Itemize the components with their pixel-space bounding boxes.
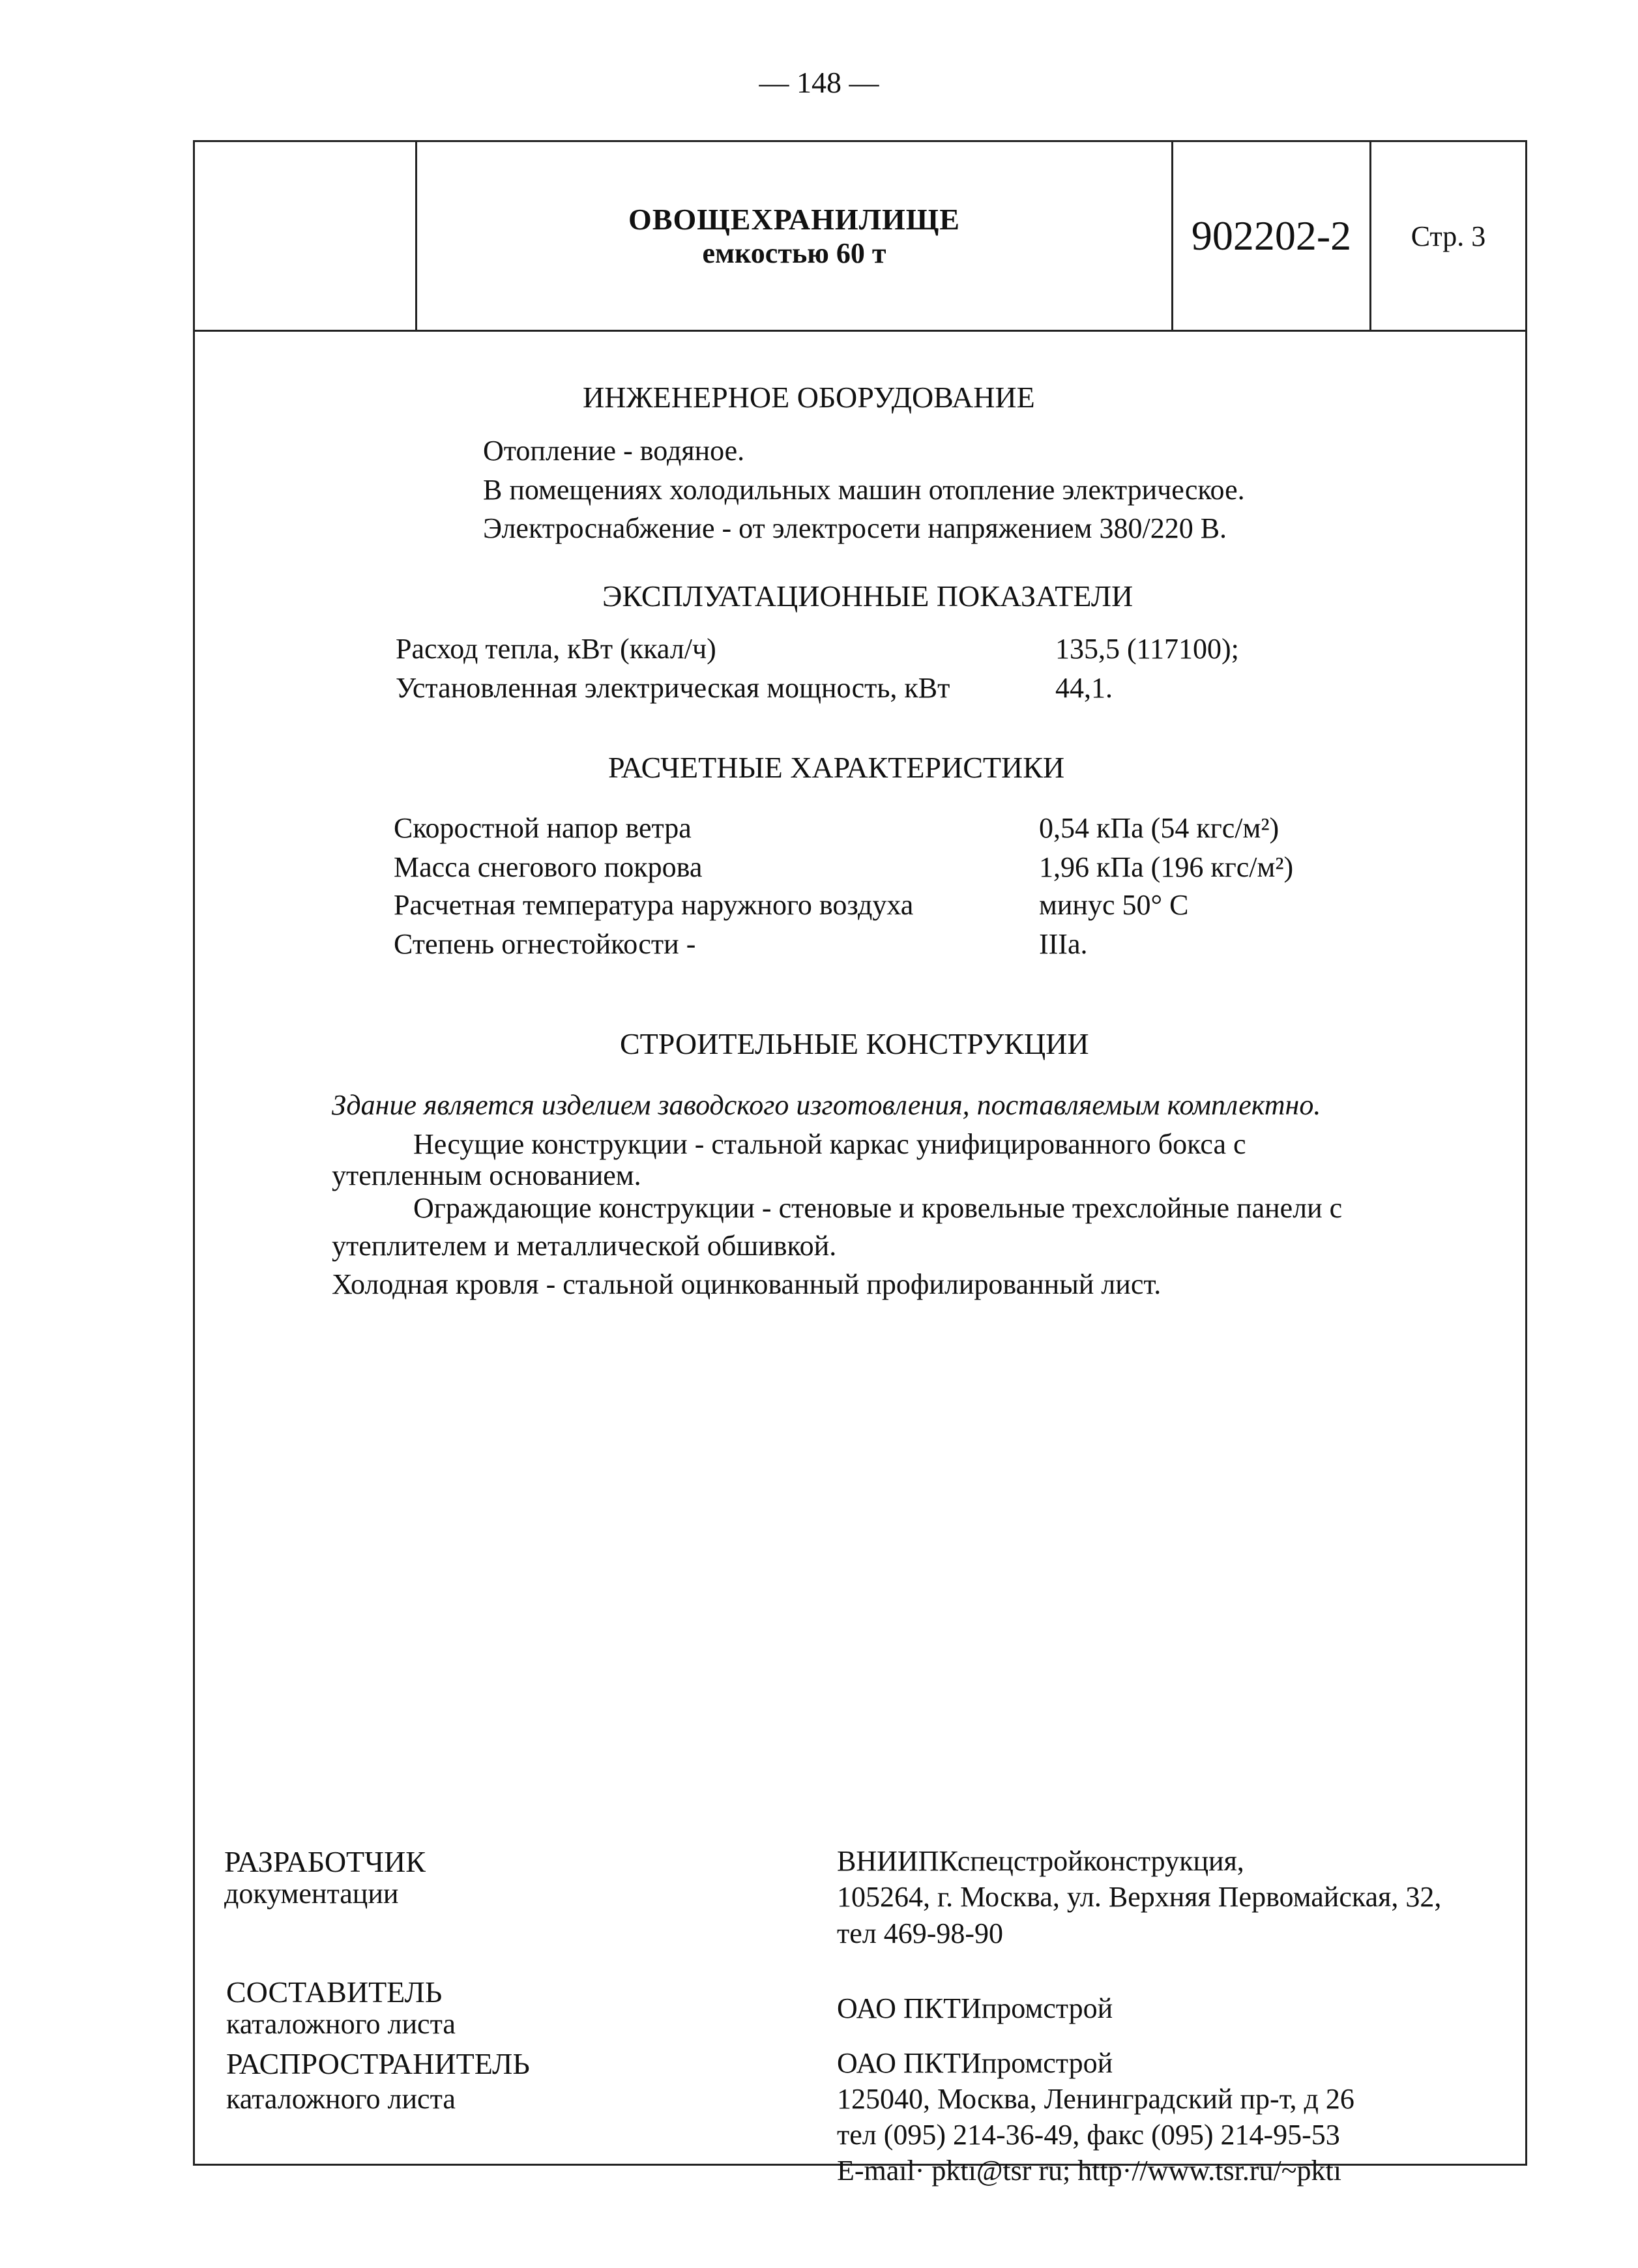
title-block bbox=[195, 142, 1525, 332]
document-title: ОВОЩЕХРАНИЛИЩЕ bbox=[628, 203, 960, 236]
developer-title: РАЗРАБОТЧИК bbox=[224, 1845, 426, 1878]
section-heading-construction: СТРОИТЕЛЬНЫЕ КОНСТРУКЦИИ bbox=[620, 1027, 1089, 1060]
distributor-line-2: 125040, Москва, Ленинградский пр-т, д 26 bbox=[837, 2083, 1354, 2115]
construction-line-1: Здание является изделием заводского изготовления, поставляемым комплектно. bbox=[332, 1089, 1321, 1121]
document-subtitle: емкостью 60 т bbox=[702, 237, 886, 269]
compiler-title: СОСТАВИТЕЛЬ bbox=[226, 1975, 443, 2009]
engineering-line-2: В помещениях холодильных машин отопление электрическое. bbox=[483, 474, 1245, 506]
distributor-line-3: тел (095) 214-36-49, факс (095) 214-95-53 bbox=[837, 2119, 1340, 2151]
design-row-2-value: 1,96 кПа (196 кгс/м²) bbox=[1039, 851, 1294, 883]
design-row-3-label: Расчетная температура наружного воздуха bbox=[394, 889, 914, 921]
construction-line-3: утепленным основанием. bbox=[332, 1159, 641, 1191]
construction-line-5: утеплителем и металлической обшивкой. bbox=[332, 1230, 837, 1262]
design-row-1-label: Скоростной напор ветра bbox=[394, 812, 692, 844]
operational-row-1-label: Расход тепла, кВт (ккал/ч) bbox=[396, 633, 716, 665]
page-ref: Стр. 3 bbox=[1411, 220, 1486, 252]
construction-line-4: Ограждающие конструкции - стеновые и кровельные трехслойные панели с bbox=[413, 1192, 1343, 1224]
distributor-line-4: E-maıl· pktı@tsr ru; http·//www.tsr.ru/~pktı bbox=[837, 2155, 1341, 2187]
compiler-subtitle: каталожного листа bbox=[226, 2008, 456, 2040]
title-block-empty-cell bbox=[195, 142, 417, 330]
operational-row-2-label: Установленная электрическая мощность, кВт bbox=[396, 672, 950, 704]
compiler-line-1: ОАО ПКТИпромстрой bbox=[837, 1992, 1113, 2024]
design-row-1-value: 0,54 кПа (54 кгс/м²) bbox=[1039, 812, 1280, 844]
design-row-2-label: Масса снегового покрова bbox=[394, 851, 703, 883]
operational-row-2-value: 44,1. bbox=[1055, 672, 1113, 704]
page-number: — 148 — bbox=[759, 66, 879, 99]
construction-line-2: Несущие конструкции - стальной каркас унифицированного бокса с bbox=[413, 1128, 1246, 1160]
distributor-line-1: ОАО ПКТИпромстрой bbox=[837, 2047, 1113, 2079]
distributor-subtitle: каталожного листа bbox=[226, 2083, 456, 2115]
design-row-4-label: Степень огнестойкости - bbox=[394, 928, 696, 960]
operational-row-1-value: 135,5 (117100); bbox=[1055, 633, 1239, 665]
design-row-3-value: минус 50° С bbox=[1039, 889, 1189, 921]
developer-line-2: 105264, г. Москва, ул. Верхняя Первомайская, 32, bbox=[837, 1881, 1442, 1913]
section-heading-operational: ЭКСПЛУАТАЦИОННЫЕ ПОКАЗАТЕЛИ bbox=[602, 579, 1133, 613]
title-cell bbox=[417, 142, 1173, 330]
project-code: 902202-2 bbox=[1191, 212, 1352, 259]
construction-line-6: Холодная кровля - стальной оцинкованный профилированный лист. bbox=[332, 1268, 1162, 1300]
design-row-4-value: IIIа. bbox=[1039, 928, 1088, 960]
section-heading-design: РАСЧЕТНЫЕ ХАРАКТЕРИСТИКИ bbox=[608, 751, 1065, 784]
developer-line-3: тел 469-98-90 bbox=[837, 1917, 1004, 1949]
code-cell bbox=[1173, 142, 1371, 330]
distributor-title: РАСПРОСТРАНИТЕЛЬ bbox=[226, 2047, 530, 2080]
developer-subtitle: документации bbox=[224, 1878, 399, 1910]
engineering-line-3: Электроснабжение - от электросети напряжением 380/220 В. bbox=[483, 512, 1227, 544]
page-ref-cell bbox=[1371, 142, 1525, 330]
document-frame bbox=[193, 140, 1527, 2187]
developer-line-1: ВНИИПКспецстройконструкция, bbox=[837, 1845, 1244, 1877]
section-heading-engineering: ИНЖЕНЕРНОЕ ОБОРУДОВАНИЕ bbox=[583, 381, 1035, 414]
engineering-line-1: Отопление - водяное. bbox=[483, 435, 745, 467]
